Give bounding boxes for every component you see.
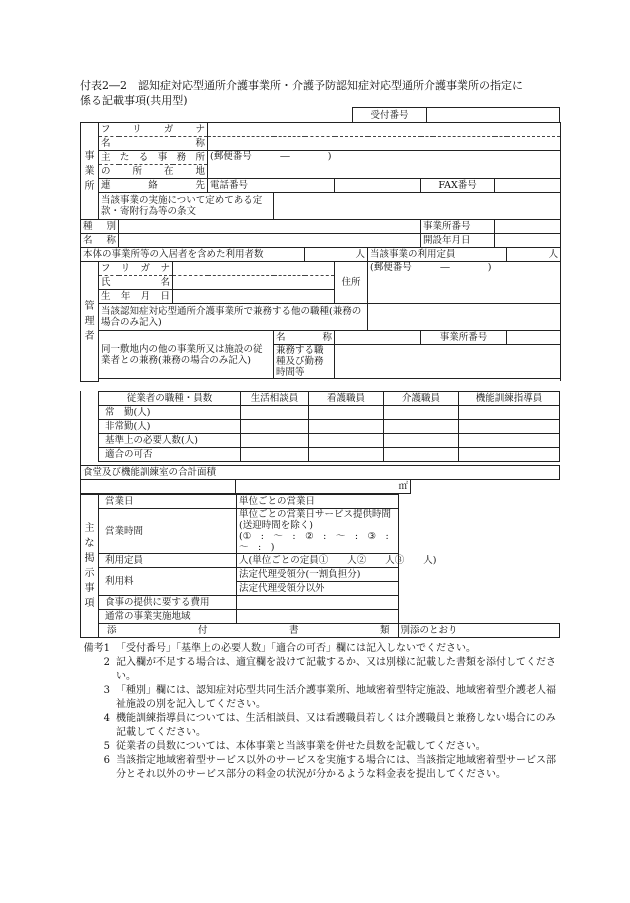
other-office-number-field[interactable] [507, 331, 561, 345]
fee-proxy-label: 法定代理受領分(一割負担分) [237, 568, 399, 582]
capacity-posting-text: 人(単位ごとの定員① 人② 人③ 人) [239, 555, 437, 566]
other-office-post-field[interactable] [335, 345, 561, 379]
office-fax-field[interactable] [495, 179, 561, 193]
meal-cost-label: 食事の提供に要する費用 [99, 596, 237, 610]
cell[interactable] [384, 420, 459, 434]
notes-section [80, 642, 560, 782]
title-line-1: 付表2―2 認知症対応型通所介護事業所・介護予防認知症対応型通所介護事業所の指定に [80, 79, 523, 92]
cell[interactable] [459, 448, 560, 462]
total-users-unit: 人 [355, 249, 366, 260]
cell[interactable] [384, 406, 459, 420]
facility-name-field[interactable] [119, 234, 421, 248]
total-users-label: 本体の事業所等の入居者を含めた利用者数 [81, 248, 305, 262]
staff-header-type: 従業者の職種・員数 [99, 392, 241, 406]
manager-birthdate-label: 生年月日 [99, 290, 173, 304]
note-4 [80, 712, 560, 740]
total-users-field[interactable] [305, 248, 368, 262]
staff-header-nurse: 看護職員 [309, 392, 384, 406]
note-text: 従業者の員数については、本体事業と当該事業を併せた員数を記載してください。 [116, 741, 486, 752]
office-postal-code: (郵便番号 ― ) [210, 151, 332, 162]
opening-date-field[interactable] [495, 234, 561, 248]
note-5 [80, 740, 560, 754]
note-text: 「受付番号」「基準上の必要人数」「適合の可否」欄には記入しないでください。 [116, 643, 476, 654]
note-text: 記入欄が不足する場合は、適宜欄を設けて記載するか、又は別様に記載した書類を添付してください。 [116, 657, 556, 682]
cell[interactable] [459, 406, 560, 420]
manager-address-label: 住所 [335, 262, 368, 304]
office-furigana-label: フリガナ [99, 123, 208, 137]
manager-furigana-label: フリガナ [99, 262, 173, 276]
office-furigana-field[interactable] [208, 123, 561, 137]
service-area-field[interactable] [237, 610, 399, 624]
manager-birthdate-field[interactable] [173, 290, 335, 304]
cell[interactable] [384, 448, 459, 462]
meal-cost-field[interactable] [237, 596, 399, 610]
staff-header-trainer: 機能訓練指導員 [459, 392, 560, 406]
other-office-number-label: 事業所番号 [421, 331, 507, 345]
concurrent-post-label: 当該認知症対応型通所介護事業所で兼務する他の職種(兼務の場合のみ記入) [99, 304, 368, 331]
note-text: 「種別」欄には、認知症対応型共同生活介護事業所、地域密着型特定施設、地域密着型介護老人福祉施設の別を記入してください。 [116, 685, 556, 710]
manager-name-field[interactable] [173, 276, 335, 290]
office-articles-field[interactable] [274, 193, 561, 220]
staff-table [98, 391, 560, 462]
office-name-field[interactable] [208, 137, 561, 151]
staff-row-required: 基準上の必要人数(人) [99, 434, 241, 448]
office-phone-label: 電話番号 [208, 179, 335, 193]
attachment-value: 別添のとおり [398, 624, 560, 638]
designation-form-table [80, 122, 561, 382]
other-office-name-label: 名称 [274, 331, 335, 345]
cell[interactable] [241, 406, 309, 420]
concurrent-post-field[interactable] [368, 304, 561, 331]
note-number: 6 [103, 755, 110, 766]
cell[interactable] [384, 434, 459, 448]
capacity-label: 当該事業の利用定員 [368, 248, 507, 262]
type-field[interactable] [119, 220, 421, 234]
office-name-label: 名称 [99, 137, 208, 151]
other-office-name-field[interactable] [335, 331, 421, 345]
business-hours-unit-label: 単位ごとの営業日サービス提供時間(送迎時間を除く) [239, 509, 392, 531]
staff-row-compliance: 適合の可否 [99, 448, 241, 462]
cell[interactable] [459, 420, 560, 434]
note-2 [80, 656, 560, 684]
note-number: 4 [103, 713, 110, 724]
dining-area-label: 食堂及び機能訓練室の合計面積 [81, 466, 560, 480]
dining-spacer [411, 480, 560, 494]
main-office-label: 主たる事務所 [99, 151, 208, 165]
manager-left-border [80, 391, 98, 465]
note-number: 3 [103, 685, 110, 696]
note-3 [80, 684, 560, 712]
manager-spacer [99, 379, 561, 382]
service-area-label: 通常の事業実施地域 [99, 610, 237, 624]
staff-header-caregiver: 介護職員 [384, 392, 459, 406]
office-address-field[interactable] [208, 151, 561, 179]
manager-name-label: 氏名 [99, 276, 173, 290]
business-hours-slots: (① : ～ : ② : ～ : ③ : ～ : ) [239, 531, 399, 553]
office-articles-label: 当該事業の実施について定めてある定款・寄附行為等の条文 [99, 193, 274, 220]
other-office-label: 同一敷地内の他の事業所又は施設の従業者との兼務(兼務の場合のみ記入) [99, 331, 274, 379]
manager-section-label: 管理者 [81, 262, 99, 382]
capacity-posting-field[interactable] [237, 554, 437, 568]
fee-non-proxy-label: 法定代理受領分以外 [237, 582, 399, 596]
note-number: 5 [103, 741, 110, 752]
cell[interactable] [309, 434, 384, 448]
dining-area-field[interactable] [236, 480, 411, 494]
cell[interactable] [241, 448, 309, 462]
reception-number-field[interactable] [427, 108, 560, 123]
reception-number-table [352, 107, 560, 123]
note-number: 2 [103, 657, 110, 668]
cell[interactable] [309, 448, 384, 462]
cell[interactable] [241, 434, 309, 448]
dining-area-unit: ㎡ [398, 481, 408, 492]
office-number-field[interactable] [495, 220, 561, 234]
manager-address-field[interactable] [368, 262, 561, 304]
business-days-unit-label: 単位ごとの営業日 [237, 495, 399, 509]
business-hours-field[interactable] [237, 509, 399, 554]
note-6 [80, 754, 560, 782]
note-number: 備考1 [83, 643, 110, 654]
cell[interactable] [309, 406, 384, 420]
cell[interactable] [241, 420, 309, 434]
capacity-field[interactable] [507, 248, 561, 262]
office-number-label: 事業所番号 [421, 220, 495, 234]
reception-number-label: 受付番号 [353, 108, 427, 123]
staff-header-counselor: 生活相談員 [241, 392, 309, 406]
office-contact-label: 連絡先 [99, 179, 208, 193]
business-hours-label: 営業時間 [99, 509, 237, 554]
note-text: 当該指定地域密着型サービス以外のサービスを実施する場合には、当該指定地域密着型サービス部分とそれ以外のサービス部分の料金の状況が分かるような料金表を提出してください。 [116, 755, 556, 780]
staff-row-parttime: 非常勤(人) [99, 420, 241, 434]
form-title [80, 78, 560, 108]
opening-date-label: 開設年月日 [421, 234, 495, 248]
staff-row-fulltime: 常 勤(人) [99, 406, 241, 420]
manager-postal-code: (郵便番号 ― ) [370, 262, 492, 273]
cell[interactable] [459, 434, 560, 448]
posting-items-table [80, 494, 560, 638]
posting-section-label: 主な掲示事項 [81, 495, 99, 638]
note-text: 機能訓練指導員については、生活相談員、又は看護職員若しくは介護職員と兼務しない場合にのみ記載してください。 [116, 713, 556, 738]
office-phone-field[interactable] [335, 179, 421, 193]
manager-furigana-field[interactable] [173, 262, 335, 276]
fee-label: 利用料 [99, 568, 237, 596]
capacity-unit: 人 [548, 249, 559, 260]
business-days-label: 営業日 [99, 495, 237, 509]
facility-name-label: 名称 [81, 234, 119, 248]
attachment-label: 添付書類 [99, 624, 399, 638]
note-1 [80, 642, 560, 656]
title-line-2: 係る記載事項(共用型) [80, 94, 188, 107]
dining-area-table [80, 465, 560, 494]
office-location-label: の所在地 [99, 165, 208, 179]
other-office-post-label: 兼務する職種及び勤務時間等 [274, 345, 335, 379]
capacity-posting-label: 利用定員 [99, 554, 237, 568]
dining-blank [81, 480, 236, 494]
office-section-label: 事業所 [81, 123, 99, 220]
cell[interactable] [309, 420, 384, 434]
office-fax-label: FAX番号 [421, 179, 495, 193]
type-label: 種別 [81, 220, 119, 234]
